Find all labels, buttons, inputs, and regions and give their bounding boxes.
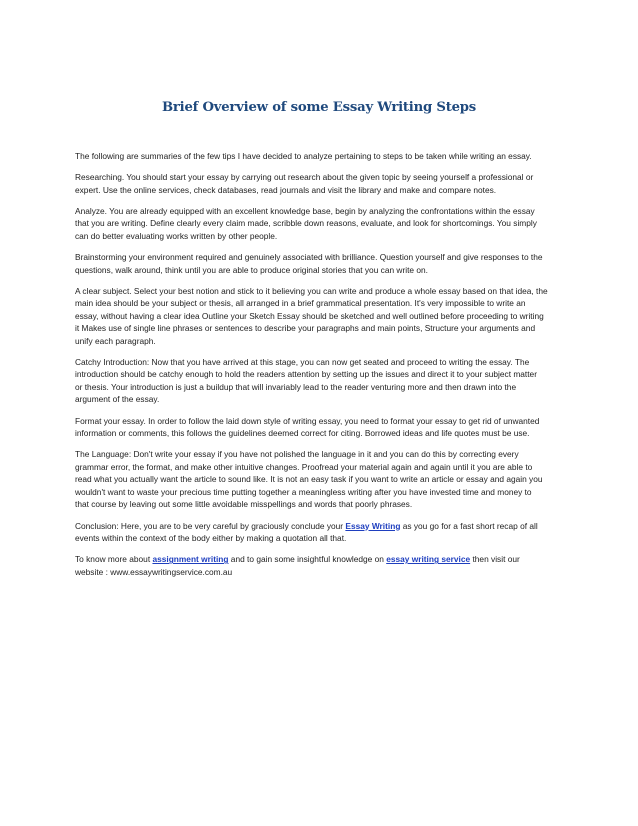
- paragraph-conclusion: [75, 520, 567, 545]
- conclusion-text-before-link: Conclusion: Here, you are to be very careful by graciously conclude your: [75, 520, 346, 531]
- page-title: Brief Overview of some Essay Writing Steps: [161, 100, 477, 115]
- paragraph: [75, 285, 567, 348]
- essay-writing-service-link[interactable]: essay writing service: [386, 554, 471, 565]
- paragraph: [75, 150, 567, 163]
- paragraph-line: that course by leaving out some little avoidable misspellings and words that poorly phrases.: [75, 499, 413, 510]
- paragraph-line: Brainstorming your environment required and genuinely associated with brilliance. Question yourself and give responses to the: [75, 252, 543, 263]
- paragraph-line: it Makes use of single line phrases or sentences to describe your paragraphs and main points, Structure your arguments and: [75, 323, 536, 334]
- paragraph: [75, 448, 567, 511]
- paragraph-line: essay, without having a clear idea Outline your Sketch Essay should be sketched and well outlined before proceeding to writing: [75, 310, 544, 321]
- paragraph-line: wouldn't want to waste your precious time putting together a meaningless writing after you have invested time and money to: [75, 486, 532, 497]
- paragraph-line: argument of the essay.: [75, 394, 160, 405]
- paragraph-line: main idea should be your subject or thesis, all arranged in a brief grammatical presentation. It's very impossible to write an: [75, 298, 526, 309]
- paragraph-line: that you are writing. Define clearly every claim made, scribble down reasons, evaluate, and look for shortcomings. You simply: [75, 218, 537, 229]
- conclusion-line-1: [75, 520, 567, 533]
- paragraph: [75, 205, 567, 243]
- conclusion-text-after-link: as you go for a fast short recap of all: [400, 520, 538, 531]
- paragraph-line: The following are summaries of the few tips I have decided to analyze pertaining to steps to be taken while writing an essay.: [75, 151, 532, 161]
- closing-text-1: To know more about: [75, 554, 153, 565]
- assignment-writing-link[interactable]: assignment writing: [152, 554, 229, 565]
- paragraph: [75, 415, 567, 440]
- closing-line-1: [75, 553, 567, 566]
- paragraph-line: The Language: Don't write your essay if you have not polished the language in it and you can do this by correcting every: [75, 449, 519, 460]
- paragraph-line: or thesis. Your introduction is just a buildup that will invariably lead to the reader venturing more and then drawn into the: [75, 381, 517, 392]
- paragraph-line: introduction should be catchy enough to hold the readers attention by setting up the issues and direct it to your subject matter: [75, 369, 537, 380]
- paragraph-line: Analyze. You are already equipped with an excellent knowledge base, begin by analyzing the confrontations within the essay: [75, 205, 535, 216]
- paragraph: [75, 171, 567, 196]
- paragraph-line: questions, walk around, think until you are able to produce original stories that you can write on.: [75, 264, 428, 275]
- paragraph-line: Format your essay. In order to follow the laid down style of writing essay, you need to format your essay to get rid of unwanted: [75, 415, 540, 426]
- paragraph-line: information or comments, this follows the guidelines deemed correct for citing. Borrowed ideas and life quotes must be use.: [75, 428, 530, 439]
- paragraph-line: read what you actually want the article to sound like. It is not an easy task if you want to write an article or essay and again you: [75, 474, 543, 485]
- paragraph: [75, 251, 567, 276]
- paragraph: [75, 356, 567, 406]
- paragraph-line: Catchy Introduction: Now that you have arrived at this stage, you can now get seated and proceed to writing the essay. The: [75, 356, 530, 367]
- closing-line-2: website : www.essaywritingservice.com.au: [75, 566, 233, 577]
- paragraph-line: unify each paragraph.: [75, 335, 156, 346]
- closing-text-3: then visit our: [470, 554, 520, 565]
- closing-text-2: and to gain some insightful knowledge on: [228, 554, 387, 565]
- paragraph-closing: [75, 553, 567, 578]
- paragraph-line: A clear subject. Select your best notion and stick to it believing you can write and produce a whole essay based on that idea, the: [75, 285, 548, 296]
- conclusion-line-2: events within the context of the body either by making a quotation all that.: [75, 533, 347, 543]
- paragraph-list: [75, 150, 567, 511]
- paragraph-line: can do better evaluating works written by other people.: [75, 230, 278, 241]
- paragraph-line: grammar error, the format, and make other intuitive changes. Proofread your material again and again until it you are able to: [75, 461, 533, 472]
- essay-writing-link[interactable]: Essay Writing: [345, 520, 401, 531]
- paragraph-line: Researching. You should start your essay by carrying out research about the given topic by seeing yourself a professional or: [75, 172, 534, 183]
- paragraph-line: expert. Use the online services, check databases, read journals and visit the library and make and compare notes.: [75, 184, 497, 195]
- document-body: [75, 150, 567, 587]
